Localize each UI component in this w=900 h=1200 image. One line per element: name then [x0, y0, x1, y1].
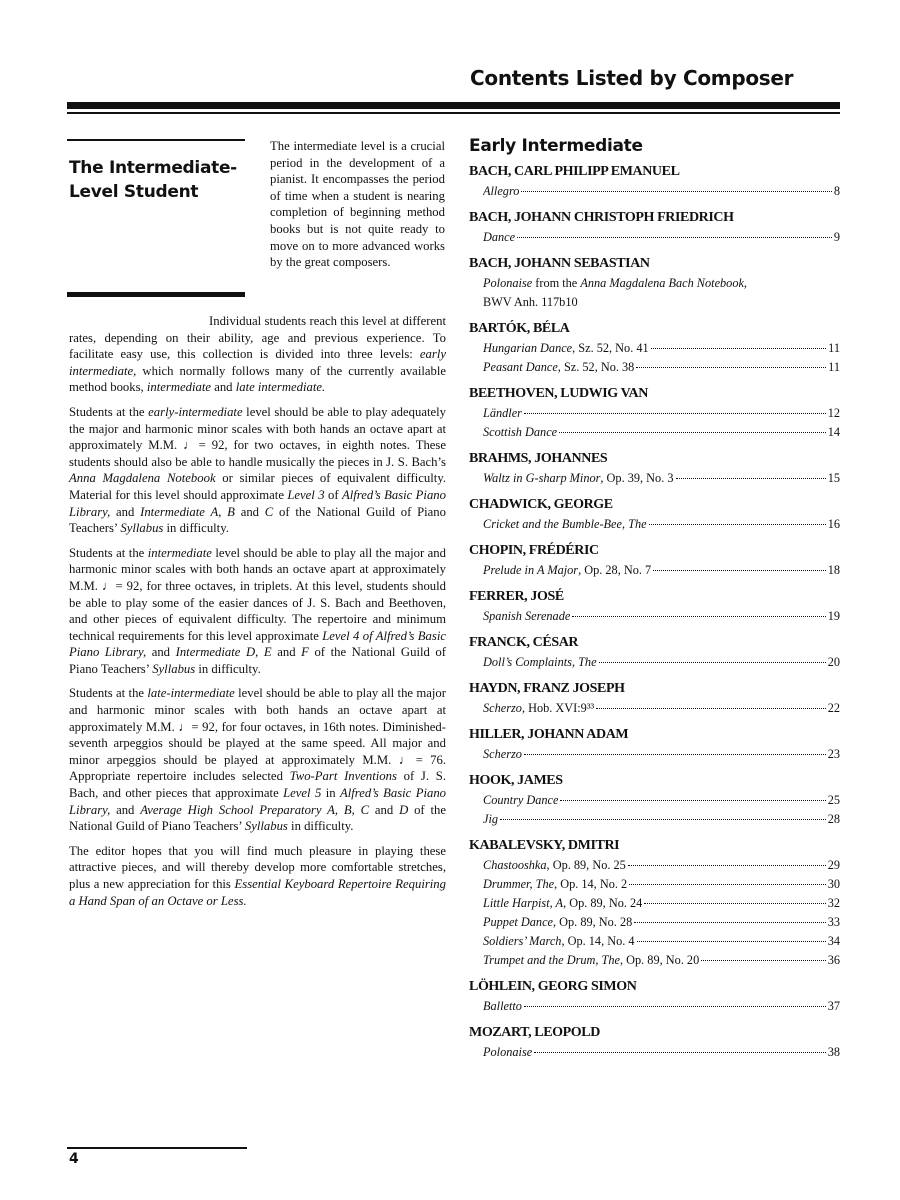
- piece-title: Polonaise: [483, 1045, 533, 1059]
- page-ref: 32: [827, 896, 840, 910]
- piece-title: Hungarian Dance, Sz. 52, No. 41: [483, 341, 649, 355]
- dot-leader: [517, 237, 832, 238]
- page-ref: 8: [833, 184, 840, 198]
- composer-name: HILLER, JOHANN ADAM: [469, 727, 629, 742]
- piece-entry: [469, 339, 840, 358]
- composer-entry: [469, 164, 840, 201]
- composer-name: BACH, JOHANN SEBASTIAN: [469, 256, 650, 271]
- composer-name: BEETHOVEN, LUDWIG VAN: [469, 386, 648, 401]
- piece-title: Scherzo, Hob. XVI:9³³: [483, 701, 595, 715]
- piece-entry: [469, 274, 840, 312]
- page-ref: 34: [827, 934, 840, 948]
- piece-title: Allegro: [483, 184, 520, 198]
- dot-leader: [559, 432, 826, 433]
- page-ref: 15: [827, 471, 840, 485]
- section-title: The Intermediate-Level Student: [69, 158, 237, 202]
- composer-name: FERRER, JOSÉ: [469, 589, 564, 604]
- composer-name: BACH, JOHANN CHRISTOPH FRIEDRICH: [469, 210, 734, 225]
- dot-leader: [644, 903, 825, 904]
- piece-title: Dance: [483, 230, 516, 244]
- dot-leader: [596, 708, 825, 709]
- composer-entry: [469, 727, 840, 764]
- dot-leader: [629, 884, 826, 885]
- composer-name: HOOK, JAMES: [469, 773, 563, 788]
- dot-leader: [628, 865, 826, 866]
- piece-title: Scottish Dance: [483, 425, 558, 439]
- composer-entry: [469, 838, 840, 970]
- piece-entry: [469, 561, 840, 580]
- composer-entry: [469, 321, 840, 377]
- piece-entry: [469, 791, 840, 810]
- paragraph-closing: The editor hopes that you will find much pleasure in playing these attractive pieces, and will thereby develop more comfortable stretches, plus a new appreciation for this Essential Keyboard Repertoire Requiring a Hand Span of an Octave or Less.: [69, 843, 446, 908]
- dot-leader: [636, 367, 826, 368]
- contents-column: [469, 136, 840, 1071]
- dot-leader: [521, 191, 831, 192]
- piece-title-line: Polonaise from the Anna Magdalena Bach Notebook,: [483, 276, 748, 290]
- piece-entry: [469, 997, 840, 1016]
- page-ref: 37: [827, 999, 840, 1013]
- piece-title: Soldiers’ March, Op. 14, No. 4: [483, 934, 635, 948]
- piece-title: Country Dance: [483, 793, 559, 807]
- section-rule-bottom: [67, 292, 245, 297]
- composer-name: KABALEVSKY, DMITRI: [469, 838, 620, 853]
- piece-entry: [469, 894, 840, 913]
- paragraph-intermediate: Students at the intermediate level should be able to play all the major and harmonic minor scales with both hands an octave apart at approximately M.M. ♩= 92, for three octaves, in triplets. At this level, students should be able to play some of the easier dances of J. S. Bach and Beethoven, and other pieces of equivalent difficulty. The repertoire and minimum technical requirements for this level approximate Level 4 of Alfred’s Basic Piano Library, and Intermediate D, E and F of the National Guild of Piano Teachers’ Syllabus in difficulty.: [69, 545, 446, 676]
- piece-title: Spanish Serenade: [483, 609, 571, 623]
- page-title: Contents Listed by Composer: [470, 66, 794, 90]
- dot-leader: [534, 1052, 826, 1053]
- section-rule-top: [67, 139, 245, 141]
- composer-name: CHOPIN, FRÉDÉRIC: [469, 543, 599, 558]
- piece-title: Little Harpist, A, Op. 89, No. 24: [483, 896, 643, 910]
- composer-entry: [469, 773, 840, 829]
- page-ref: 18: [827, 563, 840, 577]
- piece-title: Trumpet and the Drum, The, Op. 89, No. 20: [483, 953, 700, 967]
- composer-entry: [469, 681, 840, 718]
- piece-title: Jig: [483, 812, 499, 826]
- dot-leader: [560, 800, 825, 801]
- dot-leader: [676, 478, 826, 479]
- body-text: [69, 313, 446, 917]
- piece-entry: [469, 699, 840, 718]
- piece-title: Doll’s Complaints, The: [483, 655, 597, 669]
- piece-entry: [469, 358, 840, 377]
- piece-entry: [469, 856, 840, 875]
- piece-entry: [469, 653, 840, 672]
- composer-entry: [469, 451, 840, 488]
- composer-entry: [469, 543, 840, 580]
- piece-title: Chastooshka, Op. 89, No. 25: [483, 858, 626, 872]
- page-ref: 25: [827, 793, 840, 807]
- dot-leader: [572, 616, 825, 617]
- piece-title: Balletto: [483, 999, 522, 1013]
- footer-rule: [67, 1147, 247, 1149]
- composer-entry: [469, 589, 840, 626]
- page-ref: 11: [828, 360, 840, 374]
- composer-name: BARTÓK, BÉLA: [469, 321, 570, 336]
- page-ref: 16: [827, 517, 840, 531]
- level-heading: Early Intermediate: [469, 136, 643, 156]
- intro-paragraph: The intermediate level is a crucial period in the development of a pianist. It encompasses the period of time when a student is nearing completion of beginning method books but is not quite ready to move on to more advanced works by the great composers.: [270, 139, 445, 270]
- piece-title: Cricket and the Bumble-Bee, The: [483, 517, 647, 531]
- piece-entry: [469, 913, 840, 932]
- composer-name: CHADWICK, GEORGE: [469, 497, 613, 512]
- composer-list: [469, 164, 840, 1062]
- piece-entry: [469, 469, 840, 488]
- dot-leader: [500, 819, 826, 820]
- piece-title: Drummer, The, Op. 14, No. 2: [483, 877, 628, 891]
- page-ref: 23: [827, 747, 840, 761]
- dot-leader: [649, 524, 826, 525]
- page-ref: 36: [827, 953, 840, 967]
- piece-entry: [469, 404, 840, 423]
- dot-leader: [524, 754, 826, 755]
- composer-name: BRAHMS, JOHANNES: [469, 451, 608, 466]
- composer-entry: [469, 635, 840, 672]
- composer-entry: [469, 386, 840, 442]
- dot-leader: [599, 662, 826, 663]
- dot-leader: [701, 960, 825, 961]
- dot-leader: [524, 1006, 826, 1007]
- page-ref: 22: [827, 701, 840, 715]
- piece-title: Prelude in A Major, Op. 28, No. 7: [483, 563, 652, 577]
- header-rule-thin: [67, 112, 840, 114]
- page-number: 4: [69, 1151, 79, 1167]
- piece-entry: [469, 182, 840, 201]
- paragraph-early-intermediate: Students at the early-intermediate level should be able to play adequately the major and harmonic minor scales with both hands an octave apart at approximately M.M. ♩= 92, for two octaves, in eighth notes. These students should also be able to handle musically the pieces in J. S. Bach’s Anna Magdalena Notebook or similar pieces of equivalent difficulty. Material for this level should approximate Level 3 of Alfred’s Basic Piano Library, and Intermediate A, B and C of the National Guild of Piano Teachers’ Syllabus in difficulty.: [69, 404, 447, 536]
- paragraph-late-intermediate: Students at the late-intermediate level should be able to play all the major and harmonic minor scales with both hands an octave apart at approximately M.M. ♩= 92, for four octaves, in 16th notes. Diminished-seventh arpeggios should be played at the same speed. All major and minor arpeggios should be played at approximately M.M. ♩= 76. Appropriate repertoire includes selected Two-Part Inventions of J. S. Bach, and other pieces that approximate Level 5 in Alfred’s Basic Piano Library, and Average High School Preparatory A, B, C and D of the National Guild of Piano Teachers’ Syllabus in difficulty.: [69, 686, 447, 834]
- piece-title: Ländler: [483, 406, 522, 420]
- page-ref: 30: [827, 877, 840, 891]
- dot-leader: [634, 922, 825, 923]
- piece-entry: [469, 607, 840, 626]
- page-ref: 38: [827, 1045, 840, 1059]
- piece-entry: [469, 875, 840, 894]
- piece-entry: [469, 951, 840, 970]
- header-rule: [67, 102, 840, 109]
- page-ref: 12: [827, 406, 840, 420]
- piece-catalog: BWV Anh. 117b: [483, 295, 566, 309]
- piece-title: Puppet Dance, Op. 89, No. 28: [483, 915, 633, 929]
- piece-title: Scherzo: [483, 747, 522, 761]
- piece-entry: [469, 932, 840, 951]
- composer-entry: [469, 497, 840, 534]
- dot-leader: [653, 570, 826, 571]
- dot-leader: [637, 941, 826, 942]
- composer-entry: [469, 210, 840, 247]
- page-ref: 14: [827, 425, 840, 439]
- composer-entry: [469, 979, 840, 1016]
- piece-entry: [469, 745, 840, 764]
- piece-entry: [469, 810, 840, 829]
- paragraph-levels: Individual students reach this level at different rates, depending on their ability, age and previous experience. To facilitate easy use, this collection is divided into three levels: early intermediate, which normally follows many of the currently available method books, intermediate and late intermediate.: [69, 314, 446, 395]
- piece-title: Peasant Dance, Sz. 52, No. 38: [483, 360, 635, 374]
- piece-entry: [469, 228, 840, 247]
- page-ref: 9: [833, 230, 840, 244]
- page-ref: 33: [827, 915, 840, 929]
- composer-name: MOZART, LEOPOLD: [469, 1025, 600, 1040]
- page-ref: 11: [828, 341, 840, 355]
- page-ref: 10: [565, 295, 578, 309]
- composer-name: LÖHLEIN, GEORG SIMON: [469, 979, 637, 994]
- page-ref: 20: [827, 655, 840, 669]
- piece-entry: [469, 515, 840, 534]
- composer-name: BACH, CARL PHILIPP EMANUEL: [469, 164, 680, 179]
- piece-entry: [469, 423, 840, 442]
- page-ref: 19: [827, 609, 840, 623]
- composer-name: FRANCK, CÉSAR: [469, 635, 579, 650]
- piece-title: Waltz in G-sharp Minor, Op. 39, No. 3: [483, 471, 674, 485]
- composer-name: HAYDN, FRANZ JOSEPH: [469, 681, 625, 696]
- page-ref: 29: [827, 858, 840, 872]
- composer-entry: [469, 1025, 840, 1062]
- piece-entry: [469, 1043, 840, 1062]
- composer-entry: [469, 256, 840, 312]
- dot-leader: [524, 413, 826, 414]
- page-ref: 28: [827, 812, 840, 826]
- dot-leader: [651, 348, 827, 349]
